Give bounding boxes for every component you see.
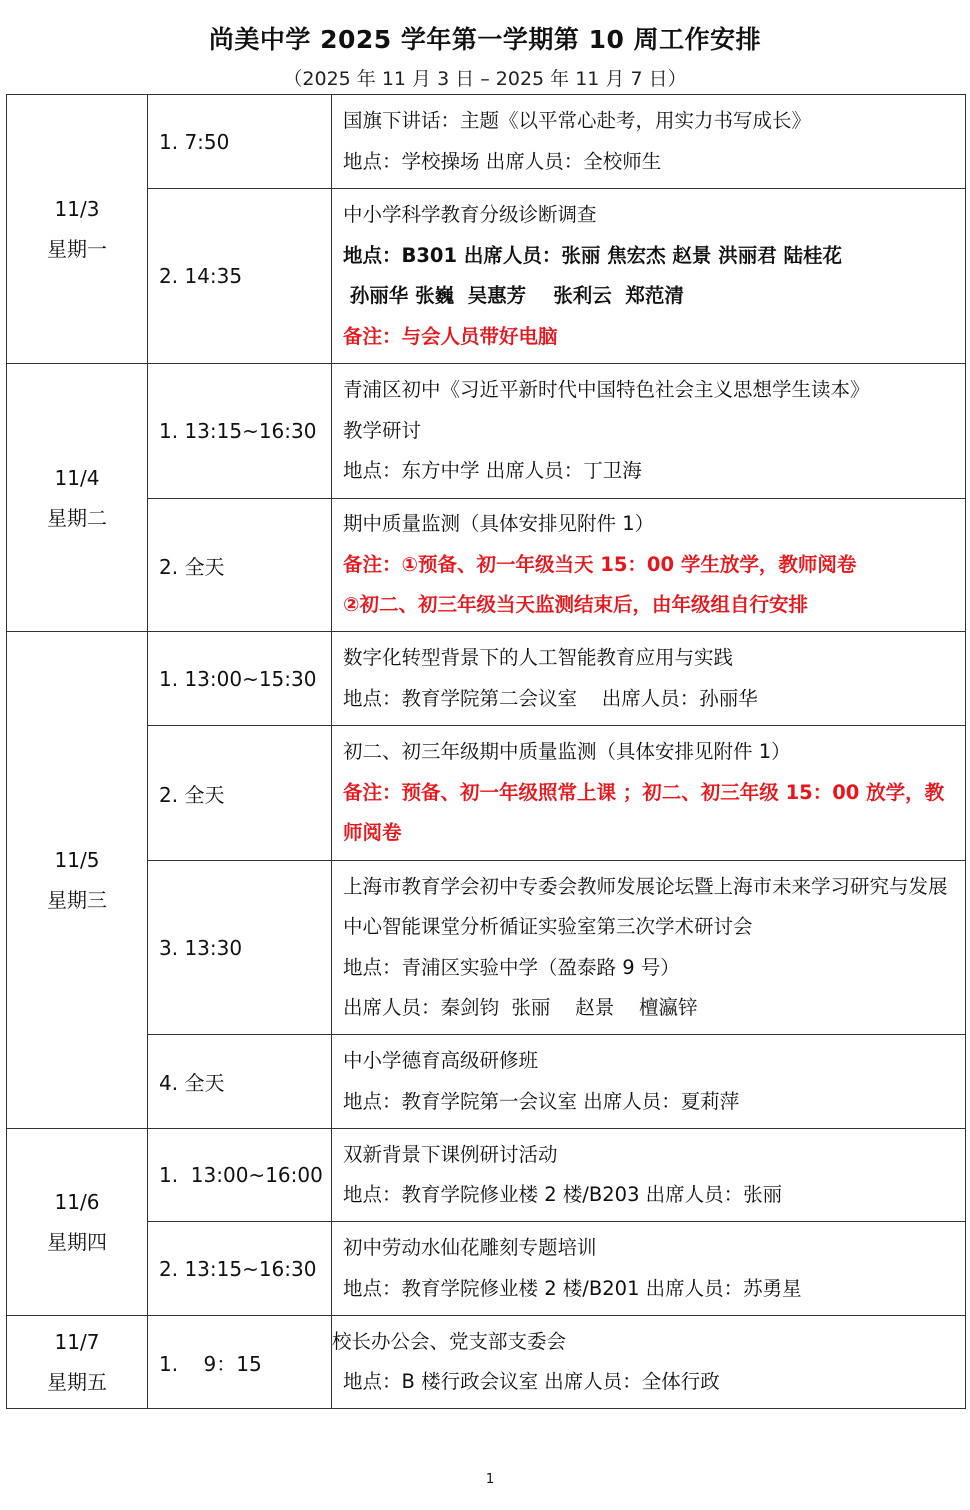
event-location: 地点：B301 出席人员：张丽 焦宏杰 赵景 洪丽君 陆桂花	[343, 243, 843, 267]
day-date: 11/7	[54, 1330, 100, 1354]
event-title-cont: 教学研讨	[343, 418, 422, 442]
event-location: 地点：教育学院第一会议室 出席人员：夏莉萍	[343, 1089, 740, 1113]
detail-cell	[332, 726, 966, 861]
event-title: 上海市教育学会初中专委会教师发展论坛暨上海市未来学习研究与发展中心智能课堂分析循证实验室第三次学术研讨会	[343, 874, 948, 938]
time-cell: 3. 13:30	[148, 861, 332, 1035]
event-title: 双新背景下课例研讨活动	[343, 1142, 558, 1166]
day-date: 11/3	[54, 197, 100, 221]
event-note: 备注：①预备、初一年级当天 15：00 学生放学，教师阅卷	[343, 552, 857, 576]
schedule-row	[7, 726, 966, 861]
time-cell: 2. 13:15~16:30	[148, 1222, 332, 1316]
event-location: 地点：学校操场 出席人员：全校师生	[343, 149, 662, 173]
time-cell: 1. 7:50	[148, 95, 332, 189]
day-cell	[7, 632, 148, 1129]
day-cell	[7, 95, 148, 364]
day-date: 11/4	[54, 465, 100, 490]
event-location: 地点：东方中学 出席人员：丁卫海	[343, 459, 642, 483]
day-cell	[7, 364, 148, 632]
schedule-row	[7, 632, 966, 726]
event-title: 初二、初三年级期中质量监测（具体安排见附件 1）	[343, 740, 791, 764]
day-cell	[7, 1316, 148, 1409]
event-title: 青浦区初中《习近平新时代中国特色社会主义思想学生读本》	[343, 378, 870, 402]
detail-cell	[332, 364, 966, 499]
event-title: 数字化转型背景下的人工智能教育应用与实践	[343, 646, 734, 669]
event-title: 中小学德育高级研修班	[343, 1049, 539, 1072]
event-title: 校长办公会、党支部支委会	[332, 1329, 567, 1353]
event-title: 中小学科学教育分级诊断调查	[343, 203, 597, 226]
event-location: 地点：B 楼行政会议室 出席人员：全体行政	[343, 1370, 720, 1393]
day-date: 11/6	[54, 1190, 100, 1214]
schedule-row	[7, 95, 966, 189]
detail-cell	[332, 1316, 966, 1409]
time-cell: 2. 全天	[148, 499, 332, 632]
day-cell	[7, 1129, 148, 1316]
day-weekday: 星期五	[47, 1370, 107, 1394]
schedule-row	[7, 1129, 966, 1222]
detail-cell	[332, 1129, 966, 1222]
time-cell: 1. 13:00~16:00	[148, 1129, 332, 1222]
schedule-row	[7, 364, 966, 499]
time-cell: 1. 13:15~16:30	[148, 364, 332, 499]
detail-cell	[332, 95, 966, 189]
schedule-row	[7, 1316, 966, 1409]
event-note: 备注：与会人员带好电脑	[343, 324, 558, 348]
event-location: 地点：教育学院第二会议室 出席人员：孙丽华	[343, 686, 758, 710]
schedule-row	[7, 1222, 966, 1316]
event-location: 地点：教育学院修业楼 2 楼/B203 出席人员：张丽	[343, 1183, 783, 1206]
day-weekday: 星期一	[47, 237, 107, 261]
event-title: 国旗下讲话：主题《以平常心赴考，用实力书写成长》	[343, 109, 812, 132]
date-range: （2025 年 11 月 3 日 – 2025 年 11 月 7 日）	[283, 68, 687, 90]
day-date: 11/5	[54, 848, 100, 872]
day-weekday: 星期四	[47, 1230, 107, 1254]
event-location: 地点：教育学院修业楼 2 楼/B201 出席人员：苏勇星	[343, 1276, 802, 1300]
event-note: 备注：预备、初一年级照常上课 ；初二、初三年级 15：00 放学，教师阅卷	[343, 780, 945, 845]
event-location: 地点：青浦区实验中学（盈泰路 9 号）	[343, 955, 680, 979]
time-cell: 1. 9：15	[148, 1316, 332, 1409]
event-title: 期中质量监测（具体安排见附件 1）	[343, 512, 655, 536]
event-attendees: 出席人员：秦剑钧 张丽 赵景 檀瀛锌	[343, 996, 698, 1019]
time-cell: 1. 13:00~15:30	[148, 632, 332, 726]
time-cell: 4. 全天	[148, 1035, 332, 1129]
schedule-row	[7, 861, 966, 1035]
detail-cell	[332, 861, 966, 1035]
page-number: 1	[485, 1472, 495, 1487]
event-note: ②初二、初三年级当天监测结束后，由年级组自行安排	[343, 593, 809, 617]
time-cell: 2. 14:35	[148, 189, 332, 364]
page-title: 尚美中学 2025 学年第一学期第 10 周工作安排	[208, 25, 762, 54]
schedule-table	[6, 94, 966, 1409]
schedule-row	[7, 189, 966, 364]
schedule-row	[7, 1035, 966, 1129]
detail-cell	[332, 499, 966, 632]
event-title: 初中劳动水仙花雕刻专题培训	[343, 1236, 597, 1259]
detail-cell	[332, 1035, 966, 1129]
day-weekday: 星期二	[47, 505, 107, 530]
detail-cell	[332, 189, 966, 364]
detail-cell	[332, 632, 966, 726]
time-cell: 2. 全天	[148, 726, 332, 861]
detail-cell	[332, 1222, 966, 1316]
schedule-row	[7, 499, 966, 632]
day-weekday: 星期三	[47, 888, 107, 912]
event-attendees: 孙丽华 张巍 吴惠芳 张利云 郑范清	[343, 284, 684, 307]
